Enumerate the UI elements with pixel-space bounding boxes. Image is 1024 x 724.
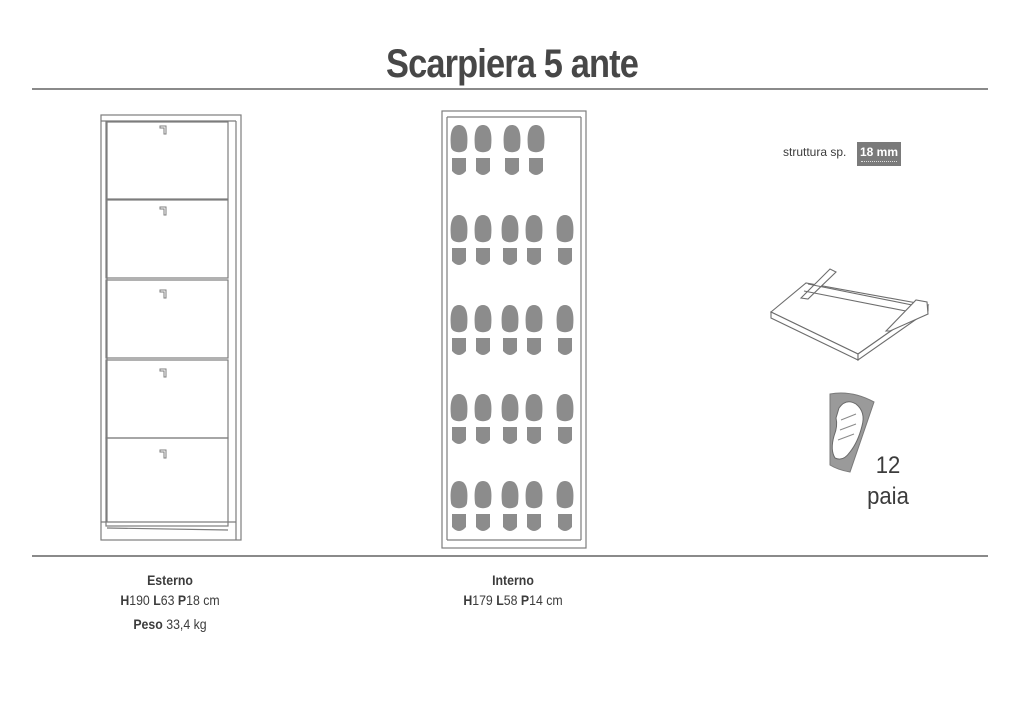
shoe-heel-print <box>527 338 541 355</box>
shoe-heel-print <box>527 514 541 531</box>
shoe-heel-print <box>476 338 490 355</box>
capacity-count: 12 <box>875 452 901 479</box>
internal-depth: 14 <box>529 592 543 608</box>
shoe-sole-print <box>557 481 574 508</box>
thickness-badge <box>857 142 901 166</box>
external-dimensions <box>108 590 231 610</box>
width-letter: L <box>153 592 161 608</box>
depth-letter: P <box>177 592 187 608</box>
shoe-heel-print <box>503 338 517 355</box>
height-letter: H <box>463 592 473 608</box>
capacity-text <box>864 450 912 512</box>
shoe-sole-print <box>475 215 492 242</box>
shoe-sole-print <box>451 305 468 332</box>
shoe-sole-print <box>502 481 519 508</box>
external-unit: cm <box>203 592 220 608</box>
shoe-heel-print <box>476 158 490 175</box>
shoe-sole-print <box>475 125 492 152</box>
shoe-sole-print <box>526 215 543 242</box>
shoe-heel-print <box>529 158 543 175</box>
shoe-sole-print <box>502 394 519 421</box>
shoe-heel-print <box>476 427 490 444</box>
internal-unit: cm <box>546 592 563 608</box>
depth-letter: P <box>520 592 530 608</box>
weight-value: 33,4 kg <box>166 616 207 632</box>
shoe-heel-print <box>452 338 466 355</box>
shoe-sole-print <box>475 394 492 421</box>
width-letter: L <box>496 592 504 608</box>
shoe-heel-print <box>558 514 572 531</box>
internal-width: 58 <box>503 592 518 608</box>
shoe-heel-print <box>527 427 541 444</box>
internal-height: 179 <box>472 592 493 608</box>
shoe-heel-print <box>503 427 517 444</box>
shoe-heel-print <box>558 427 572 444</box>
external-height: 190 <box>129 592 150 608</box>
shoe-sole-print <box>528 125 545 152</box>
shoe-sole-print <box>475 305 492 332</box>
shoe-sole-print <box>475 481 492 508</box>
shoe-heel-print <box>452 514 466 531</box>
shoe-sole-print <box>504 125 521 152</box>
bottom-divider <box>32 555 988 557</box>
internal-heading: Interno <box>492 572 534 588</box>
external-width: 63 <box>160 592 175 608</box>
internal-specs <box>451 570 574 610</box>
shoe-heel-print <box>503 248 517 265</box>
shoe-heel-print <box>527 248 541 265</box>
internal-dimensions <box>451 590 574 610</box>
top-divider <box>32 88 988 90</box>
shoe-sole-print <box>502 215 519 242</box>
weight-label: Peso <box>133 616 163 632</box>
thickness-value: 18 mm <box>859 145 899 159</box>
shoe-heel-print <box>452 248 466 265</box>
shoe-sole-print <box>451 394 468 421</box>
shoe-sole-print <box>557 215 574 242</box>
capacity-unit: paia <box>867 483 909 510</box>
shoe-sole-print <box>451 215 468 242</box>
shoe-heel-print <box>452 158 466 175</box>
thickness-label: struttura sp. <box>783 145 847 159</box>
height-letter: H <box>120 592 130 608</box>
weight <box>108 614 231 634</box>
shoe-heel-print <box>476 248 490 265</box>
external-depth: 18 <box>186 592 200 608</box>
external-heading: Esterno <box>147 572 193 588</box>
shoe-heel-print <box>558 248 572 265</box>
shoe-heel-print <box>452 427 466 444</box>
shoe-heel-print <box>476 514 490 531</box>
shoe-sole-print <box>526 481 543 508</box>
shoe-sole-print <box>526 394 543 421</box>
shoe-heel-print <box>503 514 517 531</box>
shoe-sole-print <box>502 305 519 332</box>
shoe-heel-print <box>505 158 519 175</box>
shoe-heel-print <box>558 338 572 355</box>
shoe-sole-print <box>451 481 468 508</box>
external-specs <box>108 570 231 634</box>
shoe-sole-print <box>557 394 574 421</box>
shoe-sole-print <box>557 305 574 332</box>
shoe-sole-print <box>451 125 468 152</box>
shoe-sole-print <box>526 305 543 332</box>
page-title: Scarpiera 5 ante <box>385 42 639 86</box>
